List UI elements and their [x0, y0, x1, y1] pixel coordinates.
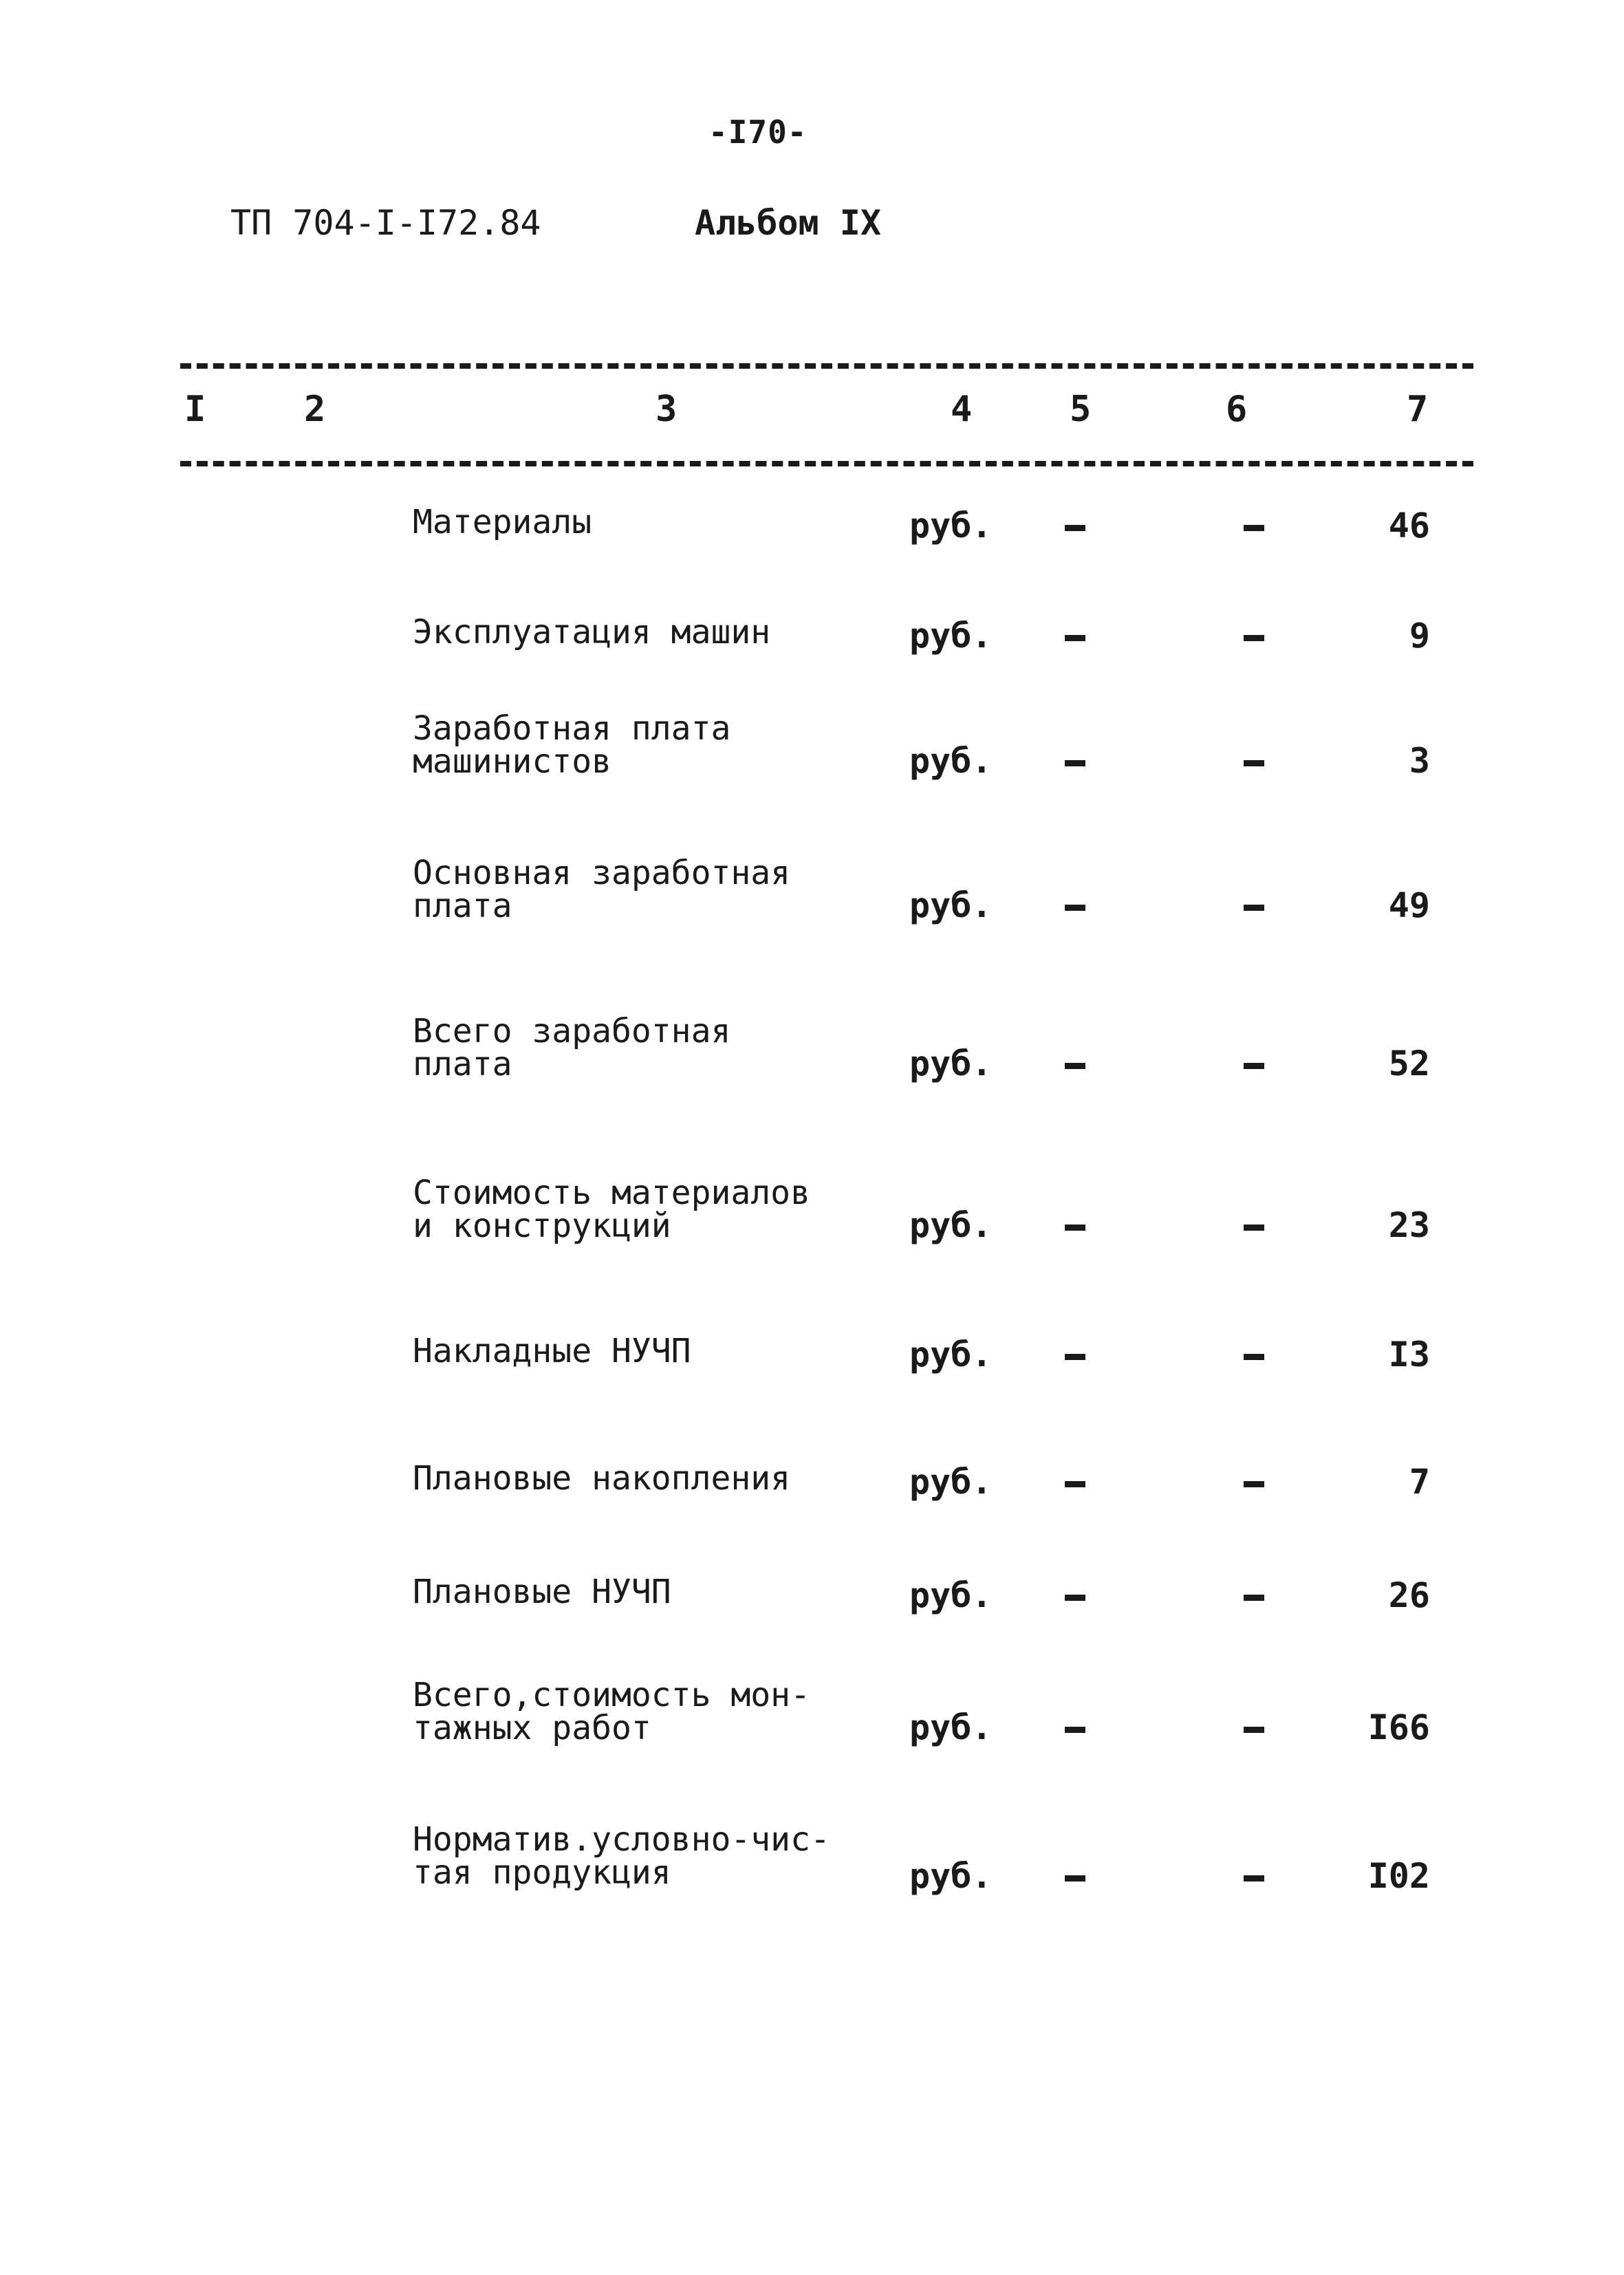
row-col5-dash — [1065, 1225, 1085, 1231]
row-col5-dash — [1065, 760, 1085, 766]
row-name: Норматив.условно-чис- тая продукция — [413, 1820, 830, 1892]
column-header-4: 4 — [951, 389, 973, 430]
document-code: ТП 704-I-I72.84 — [230, 203, 541, 243]
column-header-6: 6 — [1226, 389, 1248, 430]
row-col6-dash — [1244, 1875, 1264, 1882]
row-name: Заработная плата машинистов — [413, 709, 731, 781]
row-unit: руб. — [909, 1335, 993, 1374]
row-col5-dash — [1065, 1481, 1085, 1487]
row-unit: руб. — [909, 1462, 993, 1502]
row-col6-dash — [1244, 1354, 1264, 1360]
table-rule-bottom — [180, 461, 1473, 466]
row-value: 52 — [1388, 1044, 1430, 1083]
row-name: Всего,стоимость мон- тажных работ — [413, 1676, 810, 1747]
row-unit: руб. — [909, 616, 993, 656]
row-value: 3 — [1409, 741, 1430, 781]
row-unit: руб. — [909, 506, 993, 546]
row-value: 23 — [1388, 1205, 1430, 1245]
row-col5-dash — [1065, 635, 1085, 641]
row-value: I02 — [1367, 1856, 1430, 1896]
row-name: Накладные НУЧП — [413, 1332, 691, 1370]
row-unit: руб. — [909, 885, 993, 925]
row-col5-dash — [1065, 1063, 1085, 1069]
row-col6-dash — [1244, 1481, 1264, 1487]
row-col5-dash — [1065, 905, 1085, 911]
row-col6-dash — [1244, 1595, 1264, 1601]
row-unit: руб. — [909, 1707, 993, 1747]
row-unit: руб. — [909, 1205, 993, 1245]
row-name: Эксплуатация машин — [413, 613, 771, 651]
row-value: 9 — [1409, 616, 1430, 656]
column-header-5: 5 — [1070, 389, 1092, 430]
column-header-1: I — [184, 389, 206, 430]
row-value: I66 — [1367, 1707, 1430, 1747]
row-value: 7 — [1409, 1462, 1430, 1502]
row-value: 26 — [1388, 1575, 1430, 1615]
row-unit: руб. — [909, 1575, 993, 1615]
row-col5-dash — [1065, 525, 1085, 531]
row-col6-dash — [1244, 1727, 1264, 1733]
row-col6-dash — [1244, 760, 1264, 766]
row-name: Основная заработная плата — [413, 854, 791, 925]
row-value: 46 — [1388, 506, 1430, 546]
row-col5-dash — [1065, 1595, 1085, 1601]
row-col5-dash — [1065, 1727, 1085, 1733]
row-col5-dash — [1065, 1875, 1085, 1882]
page-number: -I70- — [708, 114, 808, 151]
row-col6-dash — [1244, 1225, 1264, 1231]
row-unit: руб. — [909, 1044, 993, 1083]
table-rule-top — [180, 363, 1473, 369]
album-label: Альбом IX — [695, 203, 881, 243]
row-value: 49 — [1388, 885, 1430, 925]
row-name: Плановые накопления — [413, 1459, 791, 1498]
row-name: Материалы — [413, 503, 592, 541]
row-col5-dash — [1065, 1354, 1085, 1360]
row-value: I3 — [1388, 1335, 1430, 1374]
row-col6-dash — [1244, 1063, 1264, 1069]
row-col6-dash — [1244, 525, 1264, 531]
row-unit: руб. — [909, 1856, 993, 1896]
row-name: Всего заработная плата — [413, 1012, 731, 1083]
column-header-2: 2 — [304, 389, 326, 430]
row-unit: руб. — [909, 741, 993, 781]
row-name: Стоимость материалов и конструкций — [413, 1174, 810, 1245]
column-header-3: 3 — [656, 389, 678, 430]
row-col6-dash — [1244, 635, 1264, 641]
column-header-7: 7 — [1407, 389, 1429, 430]
row-col6-dash — [1244, 905, 1264, 911]
row-name: Плановые НУЧП — [413, 1573, 671, 1611]
